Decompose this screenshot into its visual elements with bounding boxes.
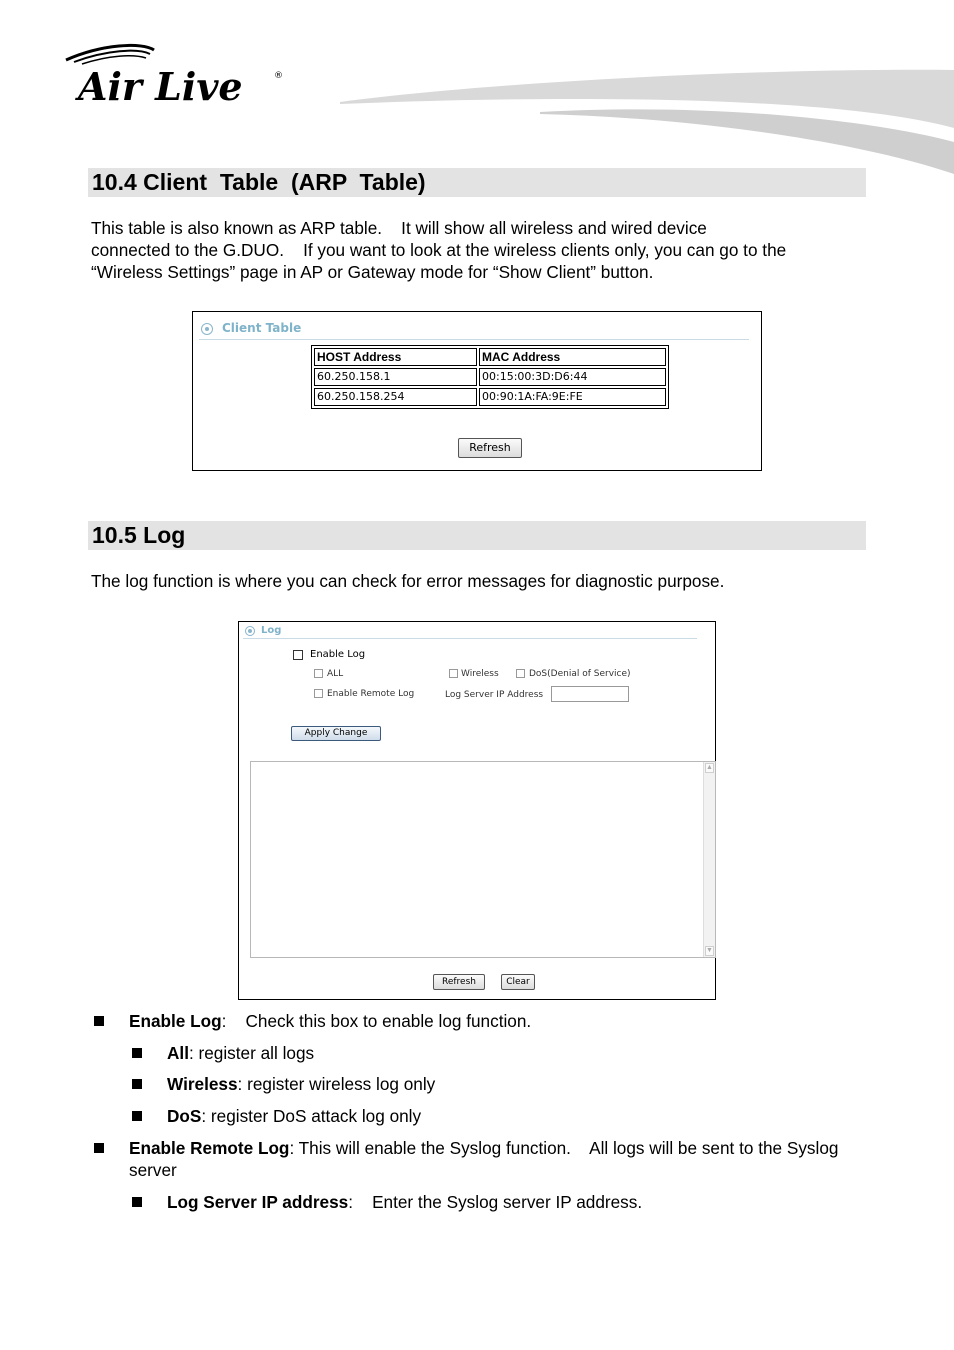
title-rule: [243, 638, 697, 639]
dos-checkbox[interactable]: [516, 669, 525, 678]
dos-label: DoS(Denial of Service): [529, 669, 631, 679]
log-title: Log: [261, 625, 282, 636]
list-item: [91, 1010, 871, 1032]
list-item: [130, 1042, 870, 1064]
enable-remote-log-checkbox[interactable]: [314, 689, 323, 698]
paragraph-line: connected to the G.DUO. If you want to look at the wireless clients only, you can go to the: [91, 240, 787, 260]
mac-address-cell: 00:15:00:3D:D6:44: [479, 368, 666, 386]
table-row: [314, 388, 666, 406]
bullet-term: Log Server IP address: [167, 1192, 349, 1212]
section-heading-client-table: 10.4 Client Table (ARP Table): [88, 168, 866, 197]
bullet-term: Enable Remote Log: [129, 1138, 290, 1158]
wireless-label: Wireless: [461, 669, 499, 679]
bullet-term: All: [167, 1043, 189, 1063]
column-header-host: HOST Address: [314, 348, 477, 366]
mac-address-cell: 00:90:1A:FA:9E:FE: [479, 388, 666, 406]
list-item: [130, 1073, 870, 1095]
registered-mark: ®: [274, 71, 283, 81]
enable-log-checkbox[interactable]: [293, 650, 303, 660]
section-heading-log: 10.5 Log: [88, 521, 866, 550]
bullet-square-icon: [132, 1197, 142, 1207]
refresh-button[interactable]: Refresh: [458, 438, 522, 458]
enable-remote-log-label: Enable Remote Log: [327, 689, 415, 699]
enable-log-label: Enable Log: [310, 649, 366, 660]
airlive-logo: [62, 42, 292, 106]
client-table: [311, 345, 669, 409]
all-checkbox[interactable]: [314, 669, 323, 678]
table-row: [314, 368, 666, 386]
log-server-ip-input[interactable]: [551, 686, 629, 702]
log-refresh-button[interactable]: Refresh: [433, 974, 485, 990]
host-address-cell: 60.250.158.1: [314, 368, 477, 386]
bullet-description: : This will enable the Syslog function. All logs will be sent to the Syslog server: [129, 1138, 844, 1180]
log-textarea[interactable]: [250, 761, 716, 958]
list-item: [130, 1105, 870, 1127]
log-screenshot: [238, 621, 716, 1000]
paragraph-line: This table is also known as ARP table. It will show all wireless and wired device: [91, 218, 707, 238]
section-ring-icon: [201, 323, 213, 335]
log-scrollbar[interactable]: [703, 762, 715, 957]
wireless-checkbox[interactable]: [449, 669, 458, 678]
bullet-description: : Enter the Syslog server IP address.: [348, 1192, 643, 1212]
apply-change-button[interactable]: Apply Change: [291, 726, 381, 741]
clear-button[interactable]: Clear: [501, 974, 535, 990]
client-table-description: [91, 217, 871, 283]
section-ring-icon: [245, 626, 255, 636]
client-table-screenshot: [192, 311, 762, 471]
client-table-title: Client Table: [222, 321, 302, 335]
header-swoosh: [340, 62, 954, 182]
bullet-square-icon: [132, 1079, 142, 1089]
airlive-logo-graphic: [62, 42, 292, 106]
scroll-down-icon[interactable]: ▼: [706, 947, 713, 954]
paragraph-line: “Wireless Settings” page in AP or Gateway mode for “Show Client” button.: [91, 262, 654, 282]
bullet-square-icon: [94, 1016, 104, 1026]
bullet-square-icon: [132, 1111, 142, 1121]
bullet-description: : register wireless log only: [237, 1074, 436, 1094]
bullet-term: Wireless: [167, 1074, 238, 1094]
bullet-square-icon: [132, 1048, 142, 1058]
bullet-description: : register DoS attack log only: [201, 1106, 422, 1126]
table-header-row: [314, 348, 666, 366]
logo-wordmark: Air Live: [78, 64, 243, 106]
list-item: [130, 1191, 870, 1213]
log-server-ip-label: Log Server IP Address: [445, 690, 544, 700]
log-description: The log function is where you can check for error messages for diagnostic purpose.: [91, 571, 725, 591]
column-header-mac: MAC Address: [479, 348, 666, 366]
bullet-description: : register all logs: [188, 1043, 315, 1063]
bullet-term: DoS: [167, 1106, 202, 1126]
scroll-up-icon[interactable]: ▲: [706, 764, 713, 771]
bullet-square-icon: [94, 1143, 104, 1153]
host-address-cell: 60.250.158.254: [314, 388, 477, 406]
bullet-term: Enable Log: [129, 1011, 222, 1031]
bullet-description: : Check this box to enable log function.: [221, 1011, 532, 1031]
list-item: [91, 1137, 871, 1181]
title-rule: [199, 339, 749, 340]
all-label: ALL: [327, 669, 344, 679]
